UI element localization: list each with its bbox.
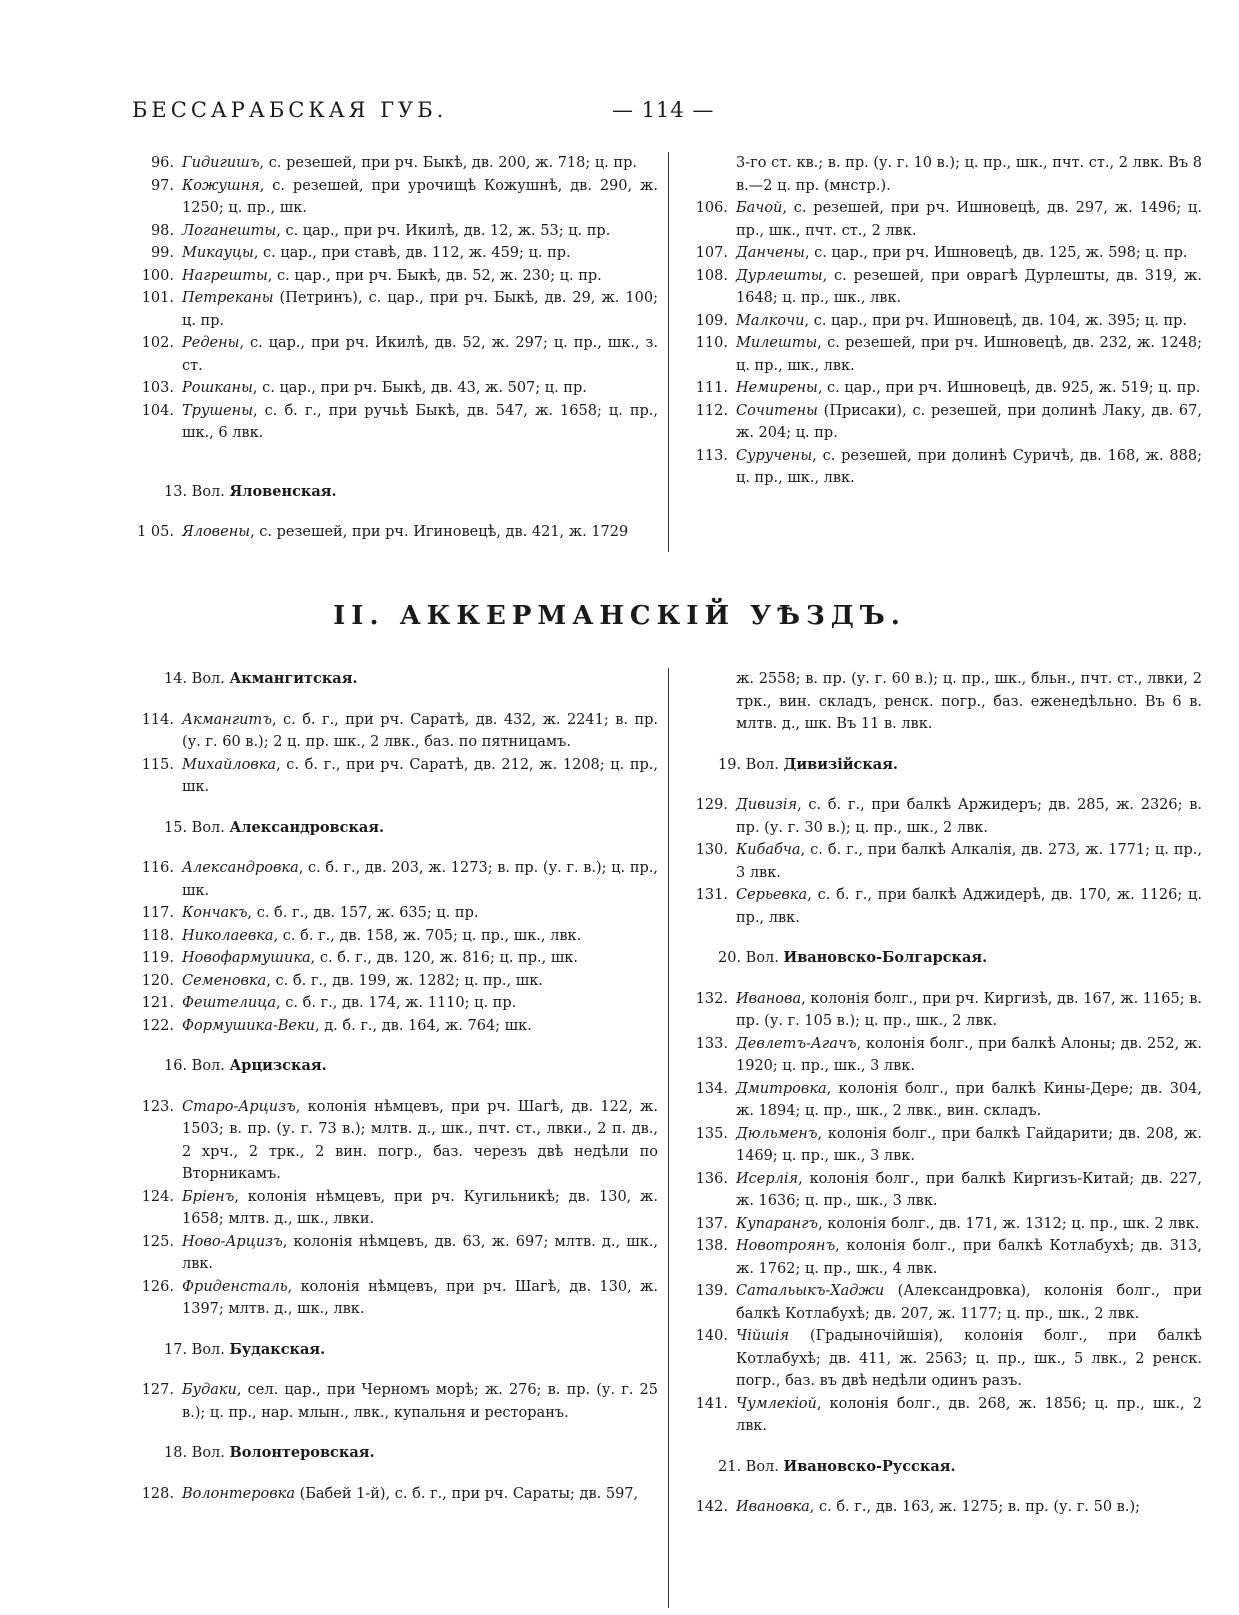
entry-text: [182, 1015, 658, 1038]
entry-text: [736, 332, 1202, 377]
settlement-name: Николаевка: [182, 927, 274, 944]
volost-name: Арцизская.: [229, 1057, 327, 1074]
entry-text: [182, 1379, 658, 1424]
entry-number: 117.: [141, 905, 174, 921]
gazetteer-entry: [118, 970, 658, 993]
settlement-name: Формушика-Веки: [182, 1017, 315, 1034]
gazetteer-entry: [118, 332, 658, 377]
entry-number: 118.: [141, 927, 174, 944]
entry-details: , с. б. г., дв. 157, ж. 635; ц. пр.: [247, 905, 479, 921]
entry-text: [736, 884, 1202, 929]
volost-number: 19.: [718, 756, 742, 773]
entry-number: 139.: [695, 1283, 728, 1299]
gazetteer-entry: [118, 754, 658, 799]
settlement-name: Семеновка: [182, 972, 267, 989]
entry-number: 138.: [695, 1238, 728, 1254]
entry-text: [736, 1168, 1202, 1213]
gazetteer-entry: [118, 220, 658, 243]
gazetteer-entry: [672, 445, 1202, 490]
gazetteer-entry: [118, 857, 658, 902]
entry-details: , сел. цар., при Черномъ морѣ; ж. 276; в. пр. (у. г. 25 в.); ц. пр., нар. млын., лвк., купальня и ресторанъ.: [182, 1382, 658, 1421]
entry-text: [736, 1325, 1202, 1393]
entry-details: , с. резешей, при рч. Игиновецѣ, дв. 421, ж. 1729: [250, 524, 629, 540]
entry-number: 113.: [695, 447, 728, 464]
gazetteer-entry: [672, 1496, 1202, 1519]
volost-heading: [118, 668, 658, 691]
entry-number: [672, 152, 736, 197]
entry-number: 137.: [695, 1215, 728, 1232]
gazetteer-entry: [672, 152, 1202, 197]
entry-details: , с. резешей, при рч. Ишновецѣ, дв. 297, ж. 1496; ц. пр., шк., пчт. ст., 2 лвк.: [736, 200, 1202, 239]
volost-heading: [118, 481, 658, 504]
entry-details: , с. цар., при рч. Ишновецѣ, дв. 104, ж. 395; ц. пр.: [804, 312, 1188, 329]
gazetteer-entry: [118, 925, 658, 948]
entry-details: , колонія болг., при балкѣ Гайдарити; дв. 208, ж. 1469; ц. пр., шк., 3 лвк.: [736, 1125, 1202, 1164]
entry-number: 100.: [141, 267, 174, 284]
entry-details: , колонія нѣмцевъ, при рч. Шагѣ, дв. 122, ж. 1503; в. пр. (у. г. 73 в.); млтв. д., шк., пчт. ст., лвки., 2 п. дв., 2 хрч., 2 трк., 2 вин. погр., баз. черезъ двѣ недѣли по Вторникамъ.: [182, 1098, 658, 1182]
entry-number: 109.: [695, 312, 728, 329]
entry-details: , колонія болг., дв. 171, ж. 1312; ц. пр., шк. 2 лвк.: [818, 1215, 1200, 1232]
entry-details: , с. цар., при рч. Быкѣ, дв. 52, ж. 230; ц. пр.: [267, 267, 602, 284]
top-left-column: [118, 152, 658, 544]
entry-number: 140.: [695, 1328, 728, 1344]
entry-details: , с. б. г., дв. 163, ж. 1275; в. пр. (у. г. 50 в.);: [809, 1499, 1140, 1515]
entry-text: [736, 445, 1202, 490]
entry-details: , с. б. г., дв. 158, ж. 705; ц. пр., шк., лвк.: [273, 927, 582, 944]
gazetteer-entry: [118, 1379, 658, 1424]
volost-label: Вол.: [745, 756, 779, 773]
volost-name: Будакская.: [229, 1340, 326, 1358]
entry-details: (Александровка), колонія болг., при балкѣ Котлабухѣ; дв. 207, ж. 1177; ц. пр., шк., 2 лвк.: [736, 1283, 1202, 1322]
entry-number: 111.: [695, 380, 728, 396]
entry-number: 102.: [141, 335, 174, 351]
gazetteer-entry: [672, 988, 1202, 1033]
settlement-name: Александровка: [182, 860, 299, 876]
gazetteer-entry: [118, 1186, 658, 1231]
volost-label: Вол.: [191, 1058, 225, 1074]
entry-details: , колонія болг., дв. 268, ж. 1856; ц. пр., шк., 2 лвк.: [736, 1395, 1202, 1434]
entry-number: 122.: [141, 1017, 174, 1034]
settlement-name: Сочитены: [736, 402, 818, 419]
entry-details: , с. б. г., дв. 174, ж. 1110; ц. пр.: [276, 995, 517, 1011]
entry-text: [182, 287, 658, 332]
settlement-name: Данчены: [736, 245, 805, 261]
gazetteer-entry: [672, 265, 1202, 310]
settlement-name: Милешты: [736, 335, 818, 351]
entry-text: [182, 175, 658, 220]
gazetteer-entry: [118, 992, 658, 1015]
volost-name: Александровская.: [229, 818, 385, 836]
entry-details: , колонія болг., при балкѣ Котлабухѣ; дв. 313, ж. 1762; ц. пр., шк., 4 лвк.: [736, 1238, 1202, 1277]
page-header: [132, 98, 1212, 132]
entry-details: , с. резешей, при рч. Ишновецѣ, дв. 232, ж. 1248; ц. пр., шк., лвк.: [736, 335, 1202, 374]
entry-text: [182, 265, 658, 288]
entry-text: [182, 377, 658, 400]
entry-details: , колонія нѣмцевъ, при рч. Шагѣ, дв. 130, ж. 1397; млтв. д., шк., лвк.: [182, 1278, 658, 1317]
entry-number: 135.: [695, 1125, 728, 1142]
settlement-name: Кожушня: [182, 177, 260, 194]
settlement-name: Бріенъ: [182, 1188, 235, 1205]
settlement-name: Редены: [182, 335, 240, 351]
settlement-name: Михайловка: [182, 756, 277, 773]
gazetteer-entry: [672, 197, 1202, 242]
gazetteer-entry: [672, 1393, 1202, 1438]
entry-details: (Градыночійшія), колонія болг., при балкѣ Котлабухѣ; дв. 411, ж. 2563; ц. пр., шк., 5 лвк., 2 ренск. погр., баз. въ двѣ недѣли одинъ разъ.: [736, 1328, 1202, 1389]
gazetteer-entry: [118, 152, 658, 175]
entry-details: ж. 2558; в. пр. (у. г. 60 в.); ц. пр., шк., бльн., пчт. ст., лвки, 2 трк., вин. складъ, ренск. погр., баз. еженедѣльно. Въ 6 в. млтв. д., шк. Въ 11 в. лвк.: [736, 671, 1202, 732]
entry-text: [736, 1393, 1202, 1438]
entry-text: [182, 1231, 658, 1276]
uezd-title: II. АККЕРМАНСКІЙ УѢЗДЪ.: [333, 601, 906, 631]
settlement-name: Петреканы: [182, 290, 274, 306]
gazetteer-entry: [672, 839, 1202, 884]
entry-details: , с. б. г., дв. 199, ж. 1282; ц. пр., шк.: [266, 972, 543, 989]
top-right-column: [672, 152, 1202, 490]
entry-text: [736, 265, 1202, 310]
gazetteer-entry: [118, 1276, 658, 1321]
settlement-name: Яловены: [182, 524, 251, 540]
entry-text: [736, 1496, 1202, 1519]
entry-number: 106.: [695, 200, 728, 216]
column-divider-bottom: [668, 668, 669, 1608]
entry-text: [182, 521, 658, 544]
entry-details: , с. цар., при рч. Икилѣ, дв. 52, ж. 297; ц. пр., шк., з. ст.: [182, 335, 658, 374]
volost-label: Вол.: [191, 483, 225, 500]
entry-number: 124.: [141, 1188, 174, 1205]
settlement-name: Дурлешты: [736, 267, 823, 284]
entry-number: 104.: [141, 402, 174, 419]
settlement-name: Волонтеровка: [182, 1485, 295, 1502]
settlement-name: Ново-Арцизъ: [182, 1233, 283, 1250]
entry-text: [182, 1483, 658, 1506]
settlement-name: Серьевка: [736, 887, 808, 903]
volost-label: Вол.: [745, 950, 779, 966]
entry-number: 129.: [695, 797, 728, 813]
entry-text: [182, 709, 658, 754]
gazetteer-entry: [118, 242, 658, 265]
volost-number: 14.: [164, 671, 188, 687]
gazetteer-entry: [672, 1168, 1202, 1213]
entry-text: [736, 197, 1202, 242]
settlement-name: Фриденсталь: [182, 1278, 288, 1295]
entry-details: , с. цар., при рч. Быкѣ, дв. 43, ж. 507; ц. пр.: [252, 380, 587, 396]
entry-number: 99.: [150, 245, 174, 261]
volost-number: 21.: [718, 1458, 742, 1475]
settlement-name: Будаки: [182, 1382, 237, 1398]
gazetteer-entry: [672, 794, 1202, 839]
entry-details: , колонія болг., при балкѣ Кины-Дере; дв. 304, ж. 1894; ц. пр., шк., 2 лвк., вин. складъ.: [736, 1080, 1202, 1119]
entry-text: [182, 1096, 658, 1186]
settlement-name: Акмангитъ: [182, 711, 272, 728]
entry-number: 142.: [695, 1499, 728, 1515]
gazetteer-entry: [118, 175, 658, 220]
entry-text: [736, 152, 1202, 197]
entry-details: , с. цар., при рч. Икилѣ, дв. 12, ж. 53; ц. пр.: [276, 222, 611, 239]
entry-number: 134.: [695, 1080, 728, 1097]
settlement-name: Микауцы: [182, 245, 254, 261]
entry-text: [736, 988, 1202, 1033]
entry-number: 127.: [141, 1382, 174, 1398]
entry-details: , колонія нѣмцевъ, при рч. Кугильникѣ; дв. 130, ж. 1658; млтв. д., шк., лвки.: [182, 1188, 658, 1227]
volost-number: 20.: [718, 950, 742, 966]
gazetteer-entry: [672, 884, 1202, 929]
gazetteer-entry: [118, 947, 658, 970]
entry-details: , с. резешей, при долинѣ Суричѣ, дв. 168, ж. 888; ц. пр., шк., лвк.: [736, 447, 1202, 486]
gazetteer-entry: [118, 521, 658, 544]
entry-number: 133.: [695, 1035, 728, 1052]
entry-number: 97.: [150, 177, 174, 194]
entry-text: [182, 332, 658, 377]
gazetteer-entry: [118, 1015, 658, 1038]
entry-number: [672, 668, 736, 736]
entry-details: (Присаки), с. резешей, при долинѣ Лаку, дв. 67, ж. 204; ц. пр.: [736, 402, 1202, 441]
entry-details: , с. резешей, при рч. Быкѣ, дв. 200, ж. 718; ц. пр.: [259, 155, 637, 171]
gazetteer-entry: [672, 1033, 1202, 1078]
settlement-name: Купарангъ: [736, 1215, 819, 1232]
entry-number: 128.: [141, 1485, 174, 1502]
entry-details: , колонія болг., при балкѣ Алоны; дв. 252, ж. 1920; ц. пр., шк., 3 лвк.: [736, 1035, 1202, 1074]
column-divider-top: [668, 152, 669, 552]
volost-number: 15.: [164, 819, 188, 836]
entry-details: (Бабей 1-й), с. б. г., при рч. Сараты; дв. 597,: [294, 1485, 639, 1502]
entry-details: , с. б. г., при ручьѣ Быкѣ, дв. 547, ж. 1658; ц. пр., шк., 6 лвк.: [182, 402, 658, 441]
entry-text: [182, 400, 658, 445]
gazetteer-entry: [672, 1325, 1202, 1393]
entry-details: , с. цар., при ставѣ, дв. 112, ж. 459; ц. пр.: [253, 245, 571, 261]
bottom-left-column: [118, 668, 658, 1505]
entry-text: [182, 152, 658, 175]
settlement-name: Чійшія: [736, 1328, 790, 1344]
entry-details: , с. цар., при рч. Ишновецѣ, дв. 125, ж. 598; ц. пр.: [804, 245, 1188, 261]
gazetteer-entry: [672, 242, 1202, 265]
settlement-name: Исерлія: [736, 1170, 799, 1187]
entry-number: 1 05.: [137, 524, 174, 540]
entry-text: [736, 1235, 1202, 1280]
entry-number: 108.: [695, 267, 728, 284]
settlement-name: Девлетъ-Агачъ: [736, 1035, 857, 1052]
entry-number: 101.: [141, 290, 174, 306]
volost-name: Волонтеровская.: [229, 1444, 375, 1461]
entry-number: 107.: [695, 245, 728, 261]
entry-text: [182, 1276, 658, 1321]
settlement-name: Чумлекіой: [736, 1395, 817, 1412]
entry-details: , с. б. г., при балкѣ Алкалія, дв. 273, ж. 1771; ц. пр., 3 лвк.: [736, 842, 1202, 881]
entry-number: 114.: [141, 711, 174, 728]
entry-number: 119.: [141, 950, 174, 966]
settlement-name: Гидигишъ: [182, 155, 260, 171]
volost-heading: [672, 947, 1202, 970]
entry-details: , с. б. г., при балкѣ Аджидерѣ, дв. 170, ж. 1126; ц. пр., лвк.: [736, 887, 1202, 926]
volost-heading: [118, 817, 658, 840]
volost-heading: [672, 1456, 1202, 1479]
settlement-name: Рошканы: [182, 380, 253, 396]
gazetteer-entry: [118, 400, 658, 445]
entry-number: 126.: [141, 1278, 174, 1295]
entry-number: 103.: [141, 380, 174, 396]
volost-heading: [672, 754, 1202, 777]
entry-number: 120.: [141, 972, 174, 989]
settlement-name: Трушены: [182, 402, 254, 419]
volost-number: 16.: [164, 1058, 188, 1074]
entry-text: [736, 1280, 1202, 1325]
entry-number: 131.: [695, 887, 728, 903]
entry-text: [736, 400, 1202, 445]
gazetteer-entry: [672, 332, 1202, 377]
entry-details: , с. резешей, при оврагѣ Дурлешты, дв. 319, ж. 1648; ц. пр., шк., лвк.: [736, 267, 1202, 306]
entry-text: [182, 992, 658, 1015]
gazetteer-entry: [118, 1231, 658, 1276]
entry-text: [736, 242, 1202, 265]
volost-label: Вол.: [191, 671, 225, 687]
settlement-name: Кибабча: [736, 842, 801, 858]
entry-text: [182, 947, 658, 970]
gazetteer-entry: [672, 377, 1202, 400]
entry-number: 125.: [141, 1233, 174, 1250]
entry-text: [182, 754, 658, 799]
volost-number: 13.: [164, 483, 188, 500]
settlement-name: Старо-Арцизъ: [182, 1098, 296, 1115]
gazetteer-entry: [118, 1483, 658, 1506]
settlement-name: Новофармушика: [182, 950, 311, 966]
volost-name: Ивановско-Русская.: [783, 1457, 956, 1475]
entry-number: 116.: [141, 860, 174, 876]
volost-label: Вол.: [191, 1445, 225, 1461]
gazetteer-entry: [672, 400, 1202, 445]
volost-label: Вол.: [745, 1458, 779, 1475]
entry-text: [736, 377, 1202, 400]
entry-number: 121.: [141, 995, 174, 1011]
settlement-name: Логанешты: [182, 222, 277, 239]
entry-details: , с. резешей, при урочищѣ Кожушнѣ, дв. 290, ж. 1250; ц. пр., шк.: [182, 177, 658, 216]
volost-name: Яловенская.: [229, 482, 337, 500]
entry-text: [736, 1123, 1202, 1168]
gazetteer-entry: [118, 709, 658, 754]
entry-text: [736, 839, 1202, 884]
entry-details: , с. цар., при рч. Ишновецѣ, дв. 925, ж. 519; ц. пр.: [817, 380, 1201, 396]
entry-number: 110.: [695, 335, 728, 351]
gazetteer-entry: [118, 1096, 658, 1186]
entry-details: , с. б. г., дв. 120, ж. 816; ц. пр., шк.: [310, 950, 578, 966]
entry-text: [736, 794, 1202, 839]
entry-text: [736, 1033, 1202, 1078]
entry-text: [182, 970, 658, 993]
gubernia-title: БЕССАРАБСКАЯ ГУБ.: [132, 98, 448, 122]
settlement-name: Новотроянъ: [736, 1238, 836, 1254]
gazetteer-entry: [118, 377, 658, 400]
entry-details: 3-го ст. кв.; в. пр. (у. г. 10 в.); ц. пр., шк., пчт. ст., 2 лвк. Въ 8 в.—2 ц. пр. (мнстр.).: [736, 155, 1202, 194]
settlement-name: Ивановка: [736, 1499, 810, 1515]
entry-details: , с. б. г., при балкѣ Аржидеръ; дв. 285, ж. 2326; в. пр. (у. г. 30 в.); ц. пр., шк., 2 лвк.: [736, 797, 1202, 836]
entry-details: , колонія болг., при рч. Киргизѣ, дв. 167, ж. 1165; в. пр. (у. г. 105 в.); ц. пр., шк., 2 лвк.: [736, 990, 1202, 1029]
entry-details: , колонія болг., при балкѣ Киргизъ-Китай; дв. 227, ж. 1636; ц. пр., шк., 3 лвк.: [736, 1170, 1202, 1209]
volost-name: Ивановско-Болгарская.: [783, 949, 988, 966]
gazetteer-entry: [672, 1213, 1202, 1236]
entry-number: 141.: [695, 1395, 728, 1412]
gazetteer-entry: [118, 287, 658, 332]
entry-text: [182, 1186, 658, 1231]
volost-name: Акмангитская.: [229, 670, 358, 687]
entry-details: , колонія нѣмцевъ, дв. 63, ж. 697; млтв. д., шк., лвк.: [182, 1233, 658, 1272]
entry-number: 115.: [141, 756, 174, 773]
gazetteer-entry: [118, 902, 658, 925]
entry-text: [182, 220, 658, 243]
continued-entry: [672, 668, 1202, 736]
entry-details: , с. б. г., при рч. Саратѣ, дв. 212, ж. 1208; ц. пр., шк.: [182, 756, 658, 795]
entry-number: 96.: [150, 155, 174, 171]
volost-name: Дивизійская.: [783, 755, 898, 773]
entry-number: 123.: [141, 1098, 174, 1115]
settlement-name: Нагрешты: [182, 267, 268, 284]
settlement-name: Фештелица: [182, 995, 277, 1011]
volost-number: 17.: [164, 1341, 188, 1358]
volost-heading: [118, 1442, 658, 1465]
gazetteer-entry: [672, 1235, 1202, 1280]
entry-text: [736, 310, 1202, 333]
entry-number: 112.: [695, 402, 728, 419]
entry-number: 136.: [695, 1170, 728, 1187]
entry-number: 130.: [695, 842, 728, 858]
gazetteer-entry: [672, 1078, 1202, 1123]
gazetteer-entry: [672, 1280, 1202, 1325]
settlement-name: Дивизія: [736, 797, 798, 813]
entry-details: , с. б. г., дв. 203, ж. 1273; в. пр. (у. г. в.); ц. пр., шк.: [182, 860, 658, 899]
volost-heading: [118, 1339, 658, 1362]
settlement-name: Кончакъ: [182, 905, 248, 921]
settlement-name: Малкочи: [736, 312, 805, 329]
entry-text: [182, 925, 658, 948]
entry-text: [182, 857, 658, 902]
settlement-name: Иванова: [736, 990, 802, 1007]
entry-text: [736, 1213, 1202, 1236]
entry-details: , д. б. г., дв. 164, ж. 764; шк.: [315, 1017, 532, 1034]
entry-number: 98.: [150, 222, 174, 239]
volost-number: 18.: [164, 1445, 188, 1461]
entry-text: [182, 242, 658, 265]
page-number: — 114 —: [612, 98, 715, 122]
gazetteer-entry: [672, 1123, 1202, 1168]
volost-label: Вол.: [191, 1341, 225, 1358]
settlement-name: Немирены: [736, 380, 818, 396]
gazetteer-entry: [672, 310, 1202, 333]
entry-text: [736, 1078, 1202, 1123]
settlement-name: Бачой: [736, 200, 783, 216]
entry-details: , с. б. г., при рч. Саратѣ, дв. 432, ж. 2241; в. пр. (у. г. 60 в.); 2 ц. пр. шк., 2 лвк., баз. по пятницамъ.: [182, 711, 658, 750]
volost-label: Вол.: [191, 819, 225, 836]
settlement-name: Сатальыкъ-Хаджи: [736, 1283, 885, 1299]
entry-text: [182, 902, 658, 925]
entry-details: (Петринъ), с. цар., при рч. Быкѣ, дв. 29, ж. 100; ц. пр.: [182, 290, 658, 329]
entry-number: 132.: [695, 990, 728, 1007]
gazetteer-entry: [118, 265, 658, 288]
settlement-name: Суручены: [736, 447, 813, 464]
settlement-name: Дмитровка: [736, 1080, 827, 1097]
volost-heading: [118, 1055, 658, 1078]
settlement-name: Дюльменъ: [736, 1125, 818, 1142]
bottom-right-column: [672, 668, 1202, 1519]
